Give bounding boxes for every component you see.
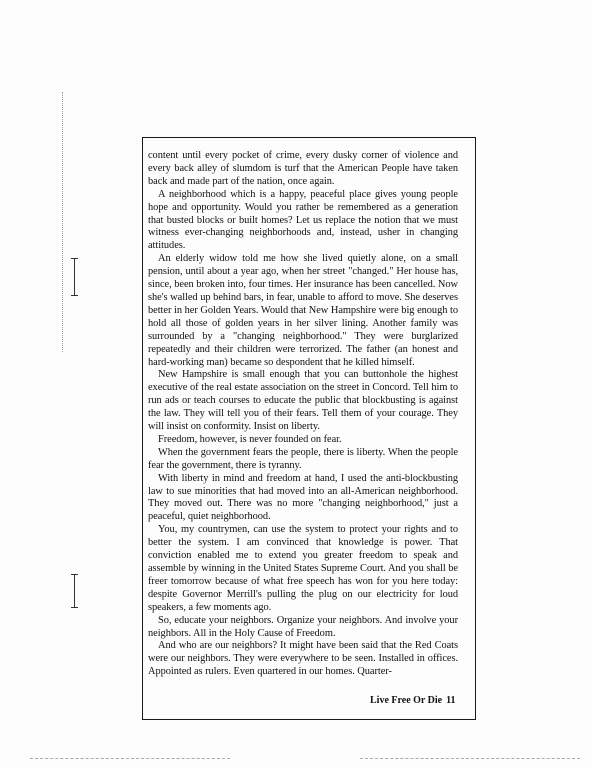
paragraph: content until every pocket of crime, every dusky corner of violence and every back alley of slumdom is turf that the American People have taken back and made part of the nation, once again. [148,150,458,187]
footer-title: Live Free Or Die [370,695,443,706]
paragraph: So, educate your neighbors. Organize your neighbors. And involve your neighbors. All in the Holy Cause of Freedom. [148,614,458,639]
paragraph: When the government fears the people, there is liberty. When the people fear the government, there is tyranny. [148,446,458,471]
scan-dot-artifacts [62,92,69,352]
paragraph: A neighborhood which is a happy, peaceful place gives young people hope and opportunity. Would you rather be remembered as a generation that busted blocks or built homes? Let us replace the notion that we must witness ever-changing neighborhoods and, instead, usher in changing attitudes. [148,188,458,252]
page-footer [370,695,456,706]
paragraph: And who are our neighbors? It might have been said that the Red Coats were our neighbors. They were everywhere to be seen. Installed in offices. Appointed as rulers. Even quartered in our homes. Quarter- [148,640,458,678]
paragraph: With liberty in mind and freedom at hand, I used the anti-blockbusting law to sue minorities that had moved into an all-American neighborhood. They moved out. There was no more "changing neighborhood," just a peaceful, quiet neighborhood. [148,472,458,523]
margin-bracket-mark [74,258,81,296]
scan-edge-streak [30,758,230,759]
page-number: 11 [446,695,456,706]
margin-bracket-mark [74,574,81,608]
paragraph: Freedom, however, is never founded on fear. [158,433,342,445]
body-text [148,150,458,679]
scan-edge-streak [360,758,580,759]
paragraph: You, my countrymen, can use the system to protect your rights and to better the system. I am convinced that knowledge is power. That conviction enabled me to extend you greater freedom to speak and assemble by winning in the United States Supreme Court. And you shall be freer tomorrow because of what free speech has won for you here today: despite Governor Merrill's pulling the plug on our electricity for loud speakers, a few moments ago. [148,524,458,613]
paragraph: An elderly widow told me how she lived quietly alone, on a small pension, until about a year ago, when her street "changed." Her house has, since, been broken into, four times. Her insurance has been cancelled. Now she's walled up behind bars, in fear, unable to afford to move. She deserves better in her Golden Years. Would that New Hampshire were big enough to hold all those of golden years in her silver lining. Another family was surrounded by a "changing neighborhood." They were burglarized repeatedly and their children were terrorized. The father (an honest and hard-working man) became so despondent that he killed himself. [148,253,458,368]
paragraph: New Hampshire is small enough that you can buttonhole the highest executive of the real estate association on the street in Concord. Tell him to run ads or teach courses to educate the public that blockbusting is against the law. They will tell you of their fears. Tell them of your courage. They will insist on conformity. Insist on liberty. [148,369,458,433]
